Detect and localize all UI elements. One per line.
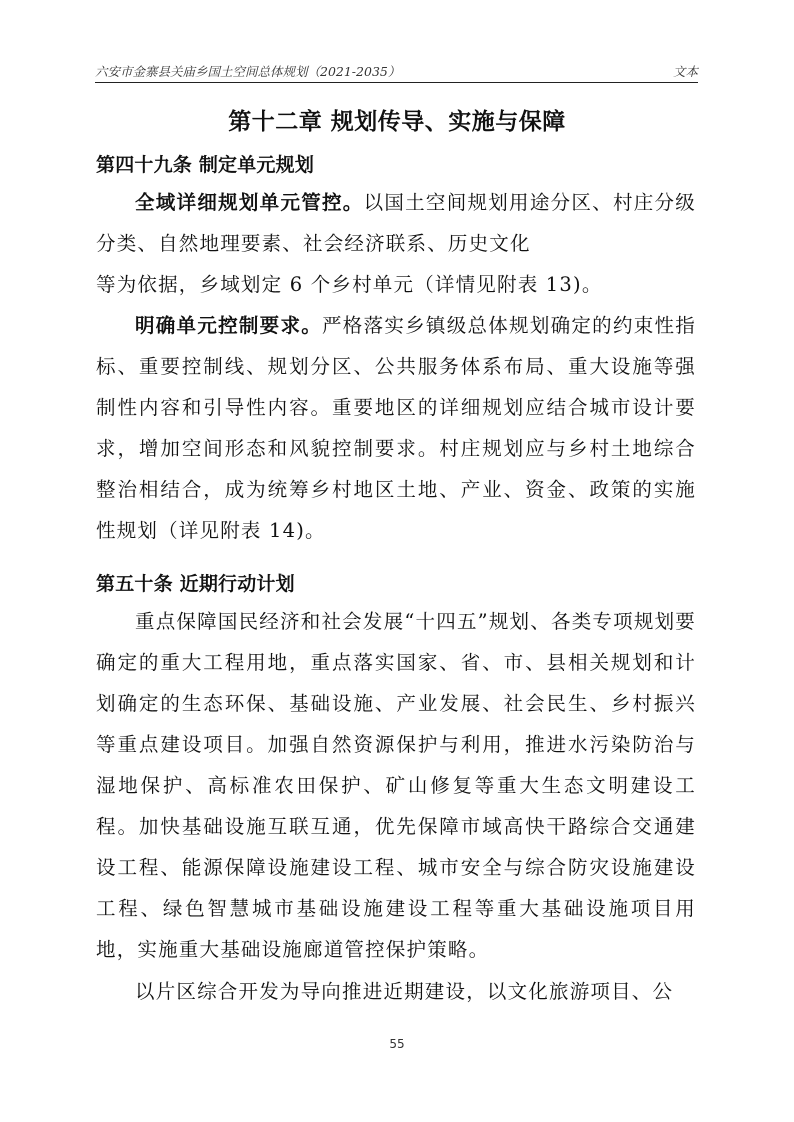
paragraph-near-term-priorities <box>96 601 696 970</box>
article-title-49: 第四十九条 制定单元规划 <box>96 154 315 176</box>
paragraph-unit-control <box>96 182 696 305</box>
page-header <box>95 60 698 83</box>
paragraph-unit-requirements <box>96 305 696 551</box>
page-number: 55 <box>389 1037 405 1051</box>
paragraph-lead: 明确单元控制要求。 <box>135 314 323 337</box>
header-section-label: 文本 <box>672 64 698 79</box>
paragraph-text: 严格落实乡镇级总体规划确定的约束性指标、重要控制线、规划分区、公共服务体系布局、重大设施等强制性内容和引导性内容。重要地区的详细规划应结合城市设计要求，增加空间形态和风貌控制要求。村庄规划应与乡村土地综合整治相结合，成为统筹乡村地区土地、产业、资金、政策的实施性规划（详见附表 14)。 <box>96 314 696 542</box>
paragraph-text: 以片区综合开发为导向推进近期建设，以文化旅游项目、公 <box>135 980 674 1003</box>
paragraph-lead: 全域详细规划单元管控。 <box>135 191 364 214</box>
paragraph-text: 以国土空间规划用途分区、村庄分级分类、自然地理要素、社会经济联系、历史文化 <box>96 191 697 255</box>
paragraph-text-continued: 等为依据，乡域划定 6 个乡村单元（详情见附表 13)。 <box>96 273 603 296</box>
paragraph-near-term-development <box>96 971 696 1012</box>
paragraph-text: 重点保障国民经济和社会发展“十四五”规划、各类专项规划要确定的重大工程用地，重点落实国家、省、市、县相关规划和计划确定的生态环保、基础设施、产业发展、社会民生、乡村振兴等重点建设项目。加强自然资源保护与利用，推进水污染防治与湿地保护、高标准农田保护、矿山修复等重大生态文明建设工程。加快基础设施互联互通，优先保障市域高快干路综合交通建设工程、能源保障设施建设工程、城市安全与综合防灾设施建设工程、绿色智慧城市基础设施建设工程等重大基础设施项目用地，实施重大基础设施廊道管控保护策略。 <box>96 610 696 961</box>
chapter-title: 第十二章 规划传导、实施与保障 <box>228 109 566 135</box>
header-document-title: 六安市金寨县关庙乡国土空间总体规划（2021-2035） <box>95 64 401 79</box>
article-title-50: 第五十条 近期行动计划 <box>96 573 295 595</box>
